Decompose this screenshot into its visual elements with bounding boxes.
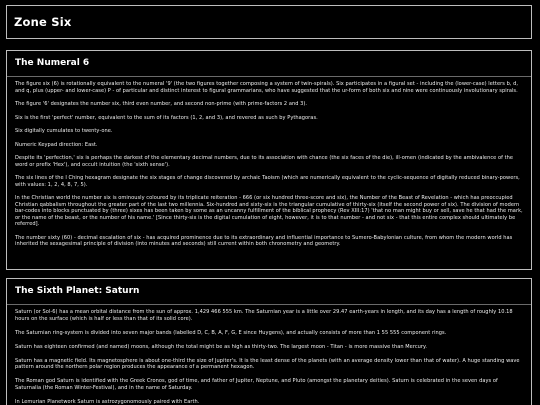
paragraph: The Roman god Saturn is identified with the Greek Cronos, god of time, and father of Jupiter, Neptune, and Pluto (amongst the planetary deities). Saturn is celebrated in the seven days of Saturnalia (the Roman Winter-Festival), and in the name of Saturday. bbox=[15, 378, 498, 391]
paragraph: In the Christian world the number six is ominously coloured by its triplicate reiteration - 666 (or six hundred three-score and six), the Number of the Beast of Revelation - which has preoccupied Christian qabbalism throughout the greater part of the last two millennia. Six-hundred and sixty-six is the triangular cumulative of thirty-six (itself the second power of six). The division of modern bar-codes into blocks punctuated by (three) sixes has been taken by some as an uncanny fulfillment of the biblical prophecy (Rev XIII:17) 'that no man might buy or sell, save he that had the mark, or the name of the beast, or the number of his name.' [Since thirty-six is the digital cumulation of eight, however, it is to that number - and not six - that this entire complex should ultimately be referred]. bbox=[15, 195, 523, 227]
paragraph: In Lemurian Planetwork Saturn is astrozygonomously paired with Earth. bbox=[15, 398, 200, 405]
section-numeral-six bbox=[6, 50, 532, 270]
section-body bbox=[7, 77, 531, 248]
paragraph: The Saturnian ring-system is divided into seven major bands (labelled D, C, B, A, F, G, E since Huygens), and actually consists of more than 1 55 555 component rings. bbox=[15, 329, 447, 336]
section-sixth-planet bbox=[6, 278, 532, 405]
paragraph: Despite its 'perfection,' six is perhaps the darkest of the elementary decimal numbers, due to its association with chance (the six faces of the die), ill-omen (indicated by the ambivalence of the word or prefix 'Hex'), and occult intuition (the 'sixth sense'). bbox=[15, 155, 514, 168]
paragraph: Six digitally cumulates to twenty-one. bbox=[15, 128, 113, 134]
paragraph: The number sixty (60) - decimal escalation of six - has acquired prominence due to its extraordinary and influential importance to Sumero-Babylonian culture, from whom the modern world has inherited the sexagesimal principle of division (into minutes and seconds) still current within both chronometry and geometry. bbox=[15, 234, 513, 247]
paragraph: The figure '6' designates the number six, third even number, and second non-prime (with prime-factors 2 and 3). bbox=[15, 101, 308, 107]
paragraph: Six is the first 'perfect' number, equivalent to the sum of its factors (1, 2, and 3), and revered as such by Pythagoras. bbox=[15, 114, 318, 121]
paragraph: Saturn (or Sol-6) has a mean orbital distance from the sun of approx. 1,429 466 555 km. The Saturnian year is a little over 29.47 earth-years in length, and its day has a length of roughly 10.18 hours on the surface (which is half or less than that of its solid core). bbox=[15, 309, 513, 322]
paragraph: The six lines of the I Ching hexagram designate the six stages of change discovered by archaic Taoism (which are numerically equivalent to the cyclic-sequence of digitally reduced binary-powers, with values: 1, 2, 4, 8, 7, 5). bbox=[15, 175, 520, 188]
section-heading: The Numeral 6 bbox=[7, 51, 531, 77]
section-heading: The Sixth Planet: Saturn bbox=[7, 279, 531, 305]
paragraph: Numeric Keypad direction: East. bbox=[15, 141, 98, 148]
page-title: Zone Six bbox=[6, 5, 532, 39]
paragraph: The figure six (6) is rotationally equivalent to the numeral '9' (the two figures together composing a system of twin-spirals). Six participates in a figural set - including the (lower-case) letters b, d, and q, plus (upper- and lower-case) P - of particular and distinct interest to figural grammarians, who have suggested that the ur-form of both six and nine were continuously involutionary spirals. bbox=[15, 81, 519, 94]
paragraph: Saturn has a magnetic field. Its magnetosphere is about one-third the size of Jupiter's. It is the least dense of the planets (with an average density lower than that of water). A huge standing wave pattern around the northern polar region produces the appearance of a permanent hexagon. bbox=[15, 357, 520, 370]
section-body bbox=[7, 305, 531, 405]
paragraph: Saturn has eighteen confirmed (and named) moons, although the total might be as high as thirty-two. The largest moon - Titan - is more massive than Mercury. bbox=[15, 343, 428, 350]
